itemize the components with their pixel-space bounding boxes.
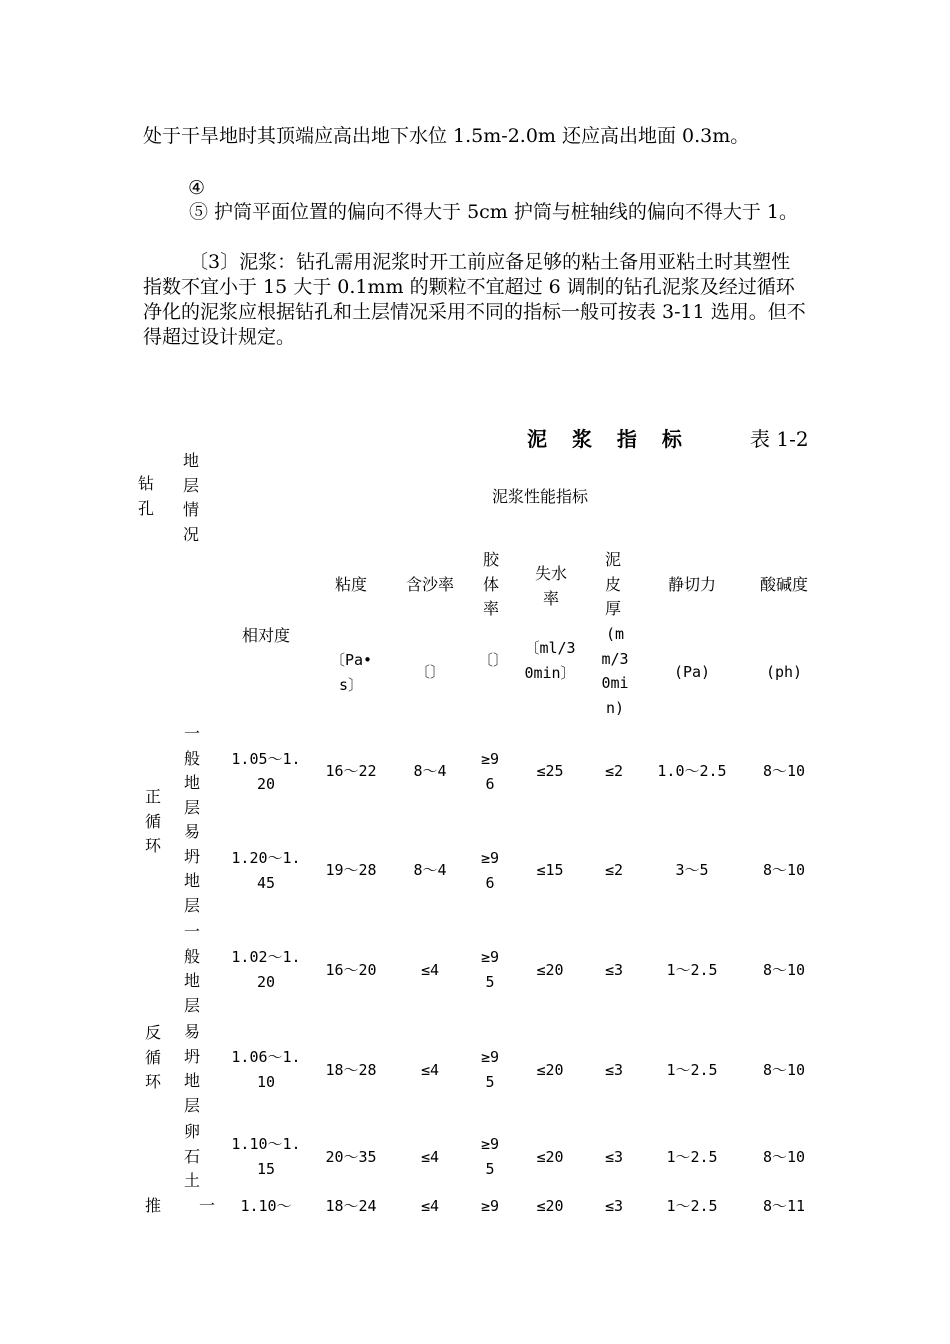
row1-density: 1.05～1.20 <box>231 750 301 793</box>
row1-sand: 8～4 <box>413 762 447 780</box>
row6-shear: 1～2.5 <box>666 1197 718 1215</box>
paragraph-casing-deviation: ⑤ 护筒平面位置的偏向不得大于 5cm 护筒与桩轴线的偏向不得大于 1。 <box>189 201 798 223</box>
header-sand-unit: 〔〕 <box>414 663 445 681</box>
row4-ph: 8～10 <box>762 1061 806 1079</box>
row1-shear: 1.0～2.5 <box>657 762 727 780</box>
row2-sand: 8～4 <box>413 861 447 879</box>
header-colloid-unit: 〔〕 <box>478 651 509 669</box>
row5-ph: 8～10 <box>762 1148 806 1166</box>
row3-sand: ≤4 <box>420 961 440 979</box>
row1-cake: ≤2 <box>604 762 624 780</box>
header-viscosity: 粘度 <box>334 575 367 594</box>
row4-water-loss: ≤20 <box>536 1061 564 1079</box>
header-sand-content: 含沙率 <box>405 575 454 594</box>
header-relative-density: 相对度 <box>241 626 290 645</box>
row6-colloid: ≥9 <box>480 1197 500 1215</box>
header-ph-unit: (ph) <box>765 663 803 681</box>
row1-colloid: ≥96 <box>480 750 500 793</box>
header-mud-properties: 泥浆性能指标 <box>491 487 588 506</box>
row2-ph: 8～10 <box>762 861 806 879</box>
row3-density: 1.02～1.20 <box>231 948 301 991</box>
group-label-reverse-circulation: 反循环 <box>144 1023 161 1091</box>
row5-shear: 1～2.5 <box>666 1148 718 1166</box>
row4-shear: 1～2.5 <box>666 1061 718 1079</box>
row4-sand: ≤4 <box>420 1061 440 1079</box>
header-static-shear-unit: (Pa) <box>673 663 711 681</box>
row1-strata: 一般地层 <box>183 724 200 817</box>
paragraph-mud: 〔3〕泥浆：钻孔需用泥浆时开工前应备足够的粘土备用亚粘土时其塑性指数不宜小于 15 大于 0.1mm 的颗粒不宜超过 6 调制的钻孔泥浆及经过循环净化的泥浆应根据钻孔和土层情况采用不同的指标一般可按表 3-11 选用。但不得超过设计规定。 <box>143 251 806 348</box>
row3-strata: 一般地层 <box>183 922 200 1015</box>
row2-shear: 3～5 <box>675 861 709 879</box>
row6-water-loss: ≤20 <box>536 1197 564 1215</box>
row6-ph: 8～11 <box>762 1197 806 1215</box>
row1-water-loss: ≤25 <box>536 762 564 780</box>
row3-colloid: ≥95 <box>480 948 500 991</box>
row3-water-loss: ≤20 <box>536 961 564 979</box>
row2-cake: ≤2 <box>604 861 624 879</box>
row6-density: 1.10～ <box>240 1197 292 1215</box>
table-title: 泥 浆 指 标 <box>527 427 691 451</box>
header-colloid: 胶体率 <box>482 550 499 618</box>
row2-viscosity: 19～28 <box>325 861 377 879</box>
header-water-loss-unit: 〔ml/30min〕 <box>524 639 576 682</box>
row1-ph: 8～10 <box>762 762 806 780</box>
row5-strata: 卵石土 <box>183 1122 200 1190</box>
row3-cake: ≤3 <box>604 961 624 979</box>
header-water-loss: 失水率 <box>534 564 567 608</box>
header-mud-cake-unit: (mm/30min) <box>601 625 629 717</box>
row4-strata: 易坍地层 <box>183 1022 200 1115</box>
header-drill: 钻孔 <box>137 474 154 518</box>
row5-water-loss: ≤20 <box>536 1148 564 1166</box>
group-label-forward-circulation: 正循环 <box>144 787 161 855</box>
row5-viscosity: 20～35 <box>325 1148 377 1166</box>
row5-sand: ≤4 <box>420 1148 440 1166</box>
row2-water-loss: ≤15 <box>536 861 564 879</box>
row1-viscosity: 16～22 <box>325 762 377 780</box>
row3-ph: 8～10 <box>762 961 806 979</box>
row6-strata: 一 <box>198 1196 215 1215</box>
row4-colloid: ≥95 <box>480 1048 500 1091</box>
row6-cake: ≤3 <box>604 1197 624 1215</box>
header-strata: 地层情况 <box>182 451 199 544</box>
row6-sand: ≤4 <box>420 1197 440 1215</box>
header-mud-cake: 泥皮厚 <box>604 550 621 618</box>
row2-density: 1.20～1.45 <box>231 849 301 892</box>
row2-strata: 易坍地层 <box>183 822 200 915</box>
paragraph-water-level: 处于干旱地时其顶端应高出地下水位 1.5m-2.0m 还应高出地面 0.3m。 <box>143 125 750 147</box>
row4-cake: ≤3 <box>604 1061 624 1079</box>
group-label-third: 推 <box>144 1196 161 1215</box>
row4-viscosity: 18～28 <box>325 1061 377 1079</box>
header-static-shear: 静切力 <box>667 575 716 594</box>
header-ph: 酸碱度 <box>759 575 808 594</box>
row6-viscosity: 18～24 <box>325 1197 377 1215</box>
header-viscosity-unit: 〔Pa•s〕 <box>329 651 373 694</box>
row4-density: 1.06～1.10 <box>231 1048 301 1091</box>
row2-colloid: ≥96 <box>480 849 500 892</box>
row3-viscosity: 16～20 <box>325 961 377 979</box>
table-number: 表 1-2 <box>750 427 809 451</box>
item-4-marker: ④ <box>188 177 206 199</box>
row5-colloid: ≥95 <box>480 1135 500 1178</box>
row3-shear: 1～2.5 <box>666 961 718 979</box>
row5-density: 1.10～1.15 <box>231 1135 301 1178</box>
row5-cake: ≤3 <box>604 1148 624 1166</box>
